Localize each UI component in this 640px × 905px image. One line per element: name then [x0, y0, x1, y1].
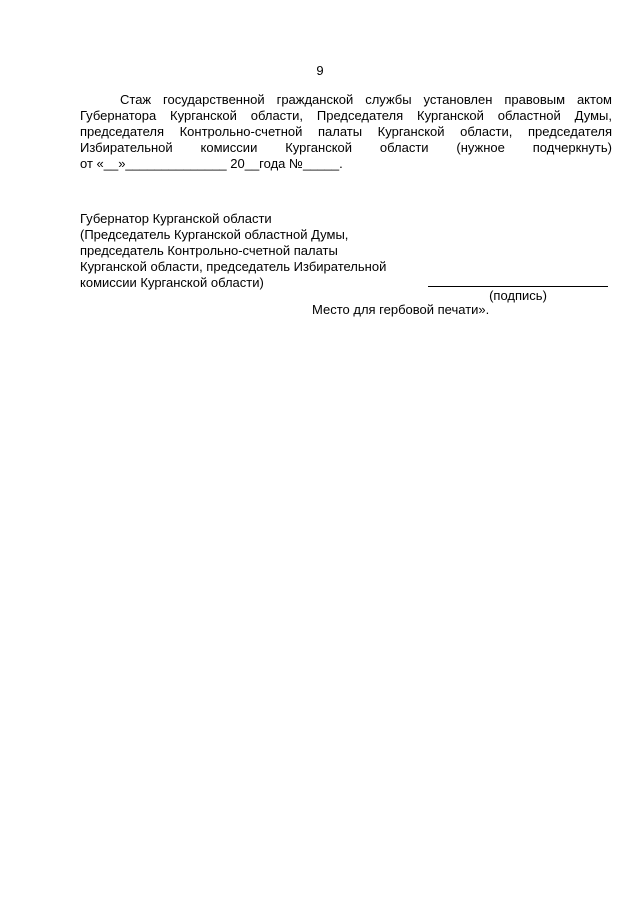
signatory-line: комиссии Курганской области) — [80, 275, 264, 290]
signatory-line: Курганской области, председатель Избирательной — [80, 259, 387, 274]
signatory-line: председатель Контрольно-счетной палаты — [80, 243, 338, 258]
signatory-line: (Председатель Курганской областной Думы, — [80, 227, 349, 242]
service-length-paragraph — [80, 92, 612, 172]
seal-place-note: Место для гербовой печати». — [312, 302, 490, 317]
signatory-line: Губернатор Курганской области — [80, 211, 272, 226]
paragraph-line: председателя Контрольно-счетной палаты Курганской области, председателя — [80, 124, 612, 139]
signatory-title — [80, 211, 420, 291]
signature-caption: (подпись) — [489, 288, 547, 303]
paragraph-line: Избирательной комиссии Курганской области (нужное подчеркнуть) — [80, 140, 612, 155]
paragraph-line-date: от «__»______________ 20__года №_____. — [80, 156, 343, 171]
paragraph-line: Стаж государственной гражданской службы установлен правовым актом — [120, 92, 612, 107]
paragraph-line: Губернатора Курганской области, Председателя Курганской областной Думы, — [80, 108, 612, 123]
page-number: 9 — [316, 63, 324, 78]
signature-line — [428, 286, 608, 287]
